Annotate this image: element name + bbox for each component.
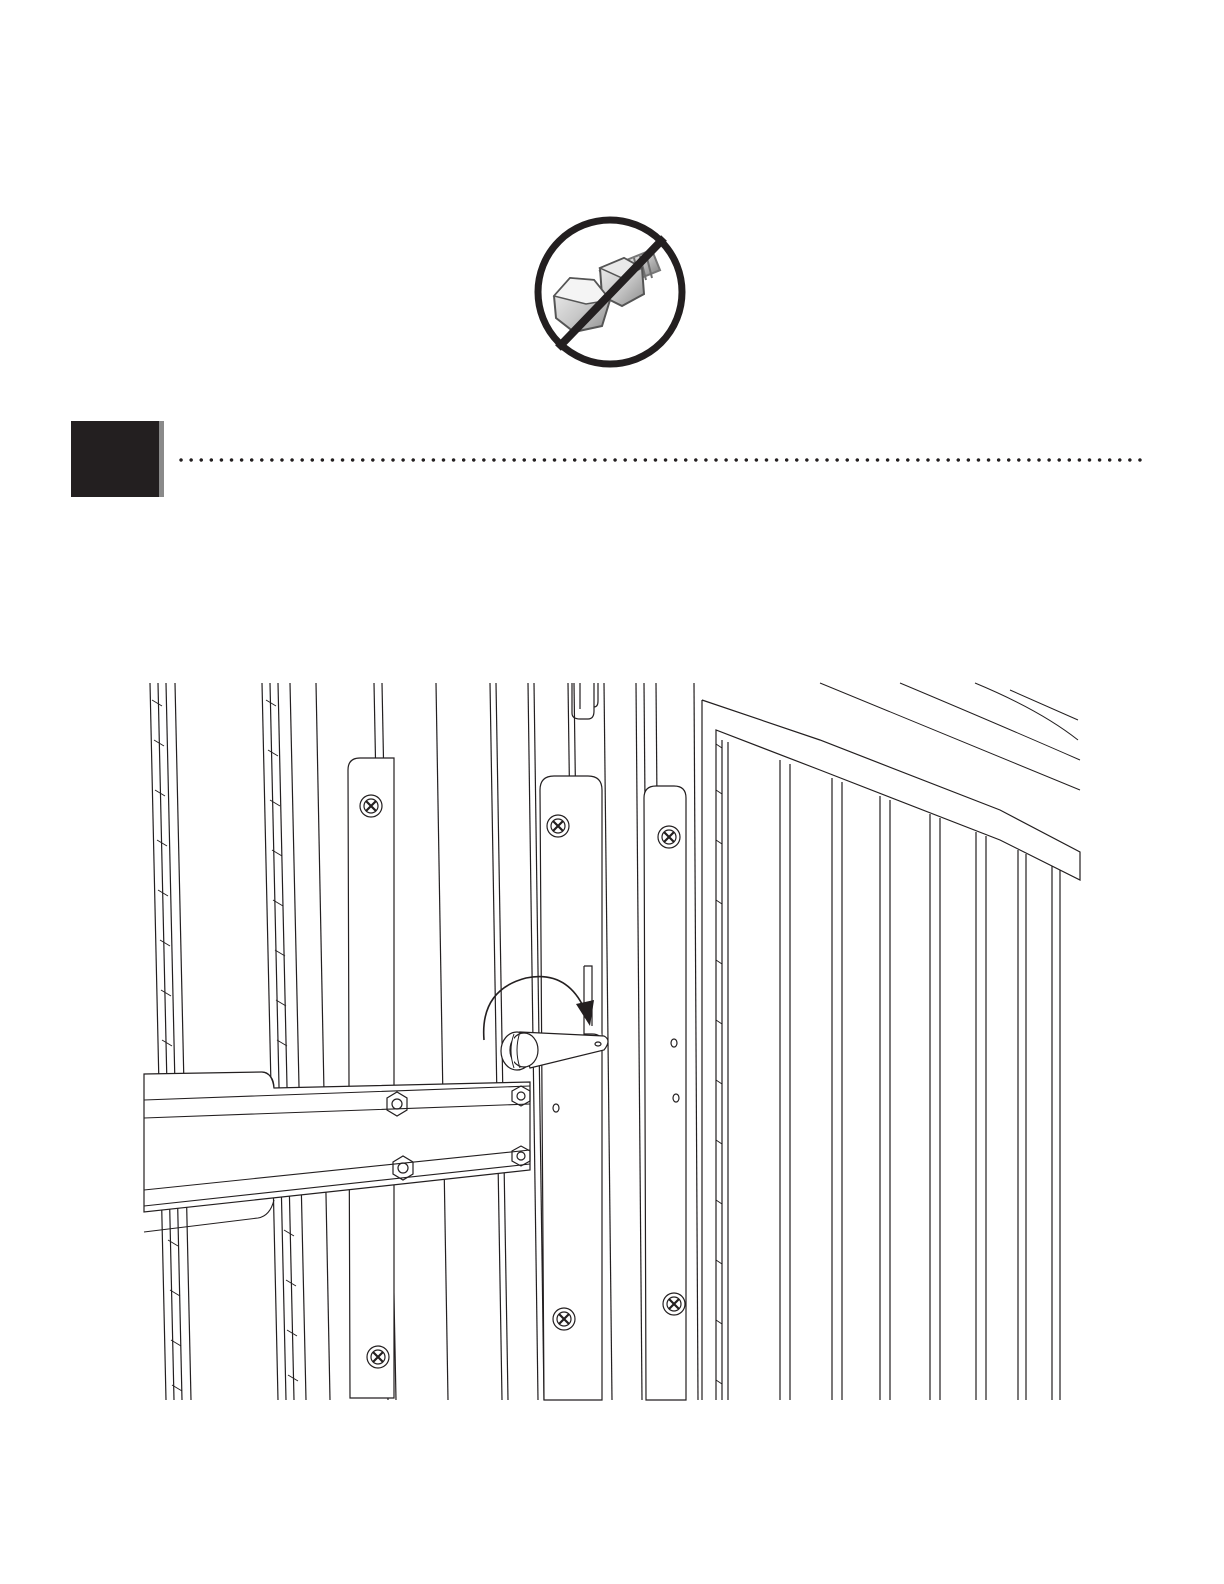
step-number-box <box>71 421 159 497</box>
no-nut-and-bolt-icon <box>530 212 690 372</box>
strap-plate-center <box>540 776 602 1400</box>
phillips-screws <box>360 795 685 1368</box>
dotted-step-divider <box>176 458 1146 462</box>
strap-plate-left <box>348 758 394 1398</box>
door-frame <box>702 700 1080 1400</box>
wall-panel-ribs <box>150 683 698 1400</box>
door-latch-illustration <box>140 680 1085 1405</box>
